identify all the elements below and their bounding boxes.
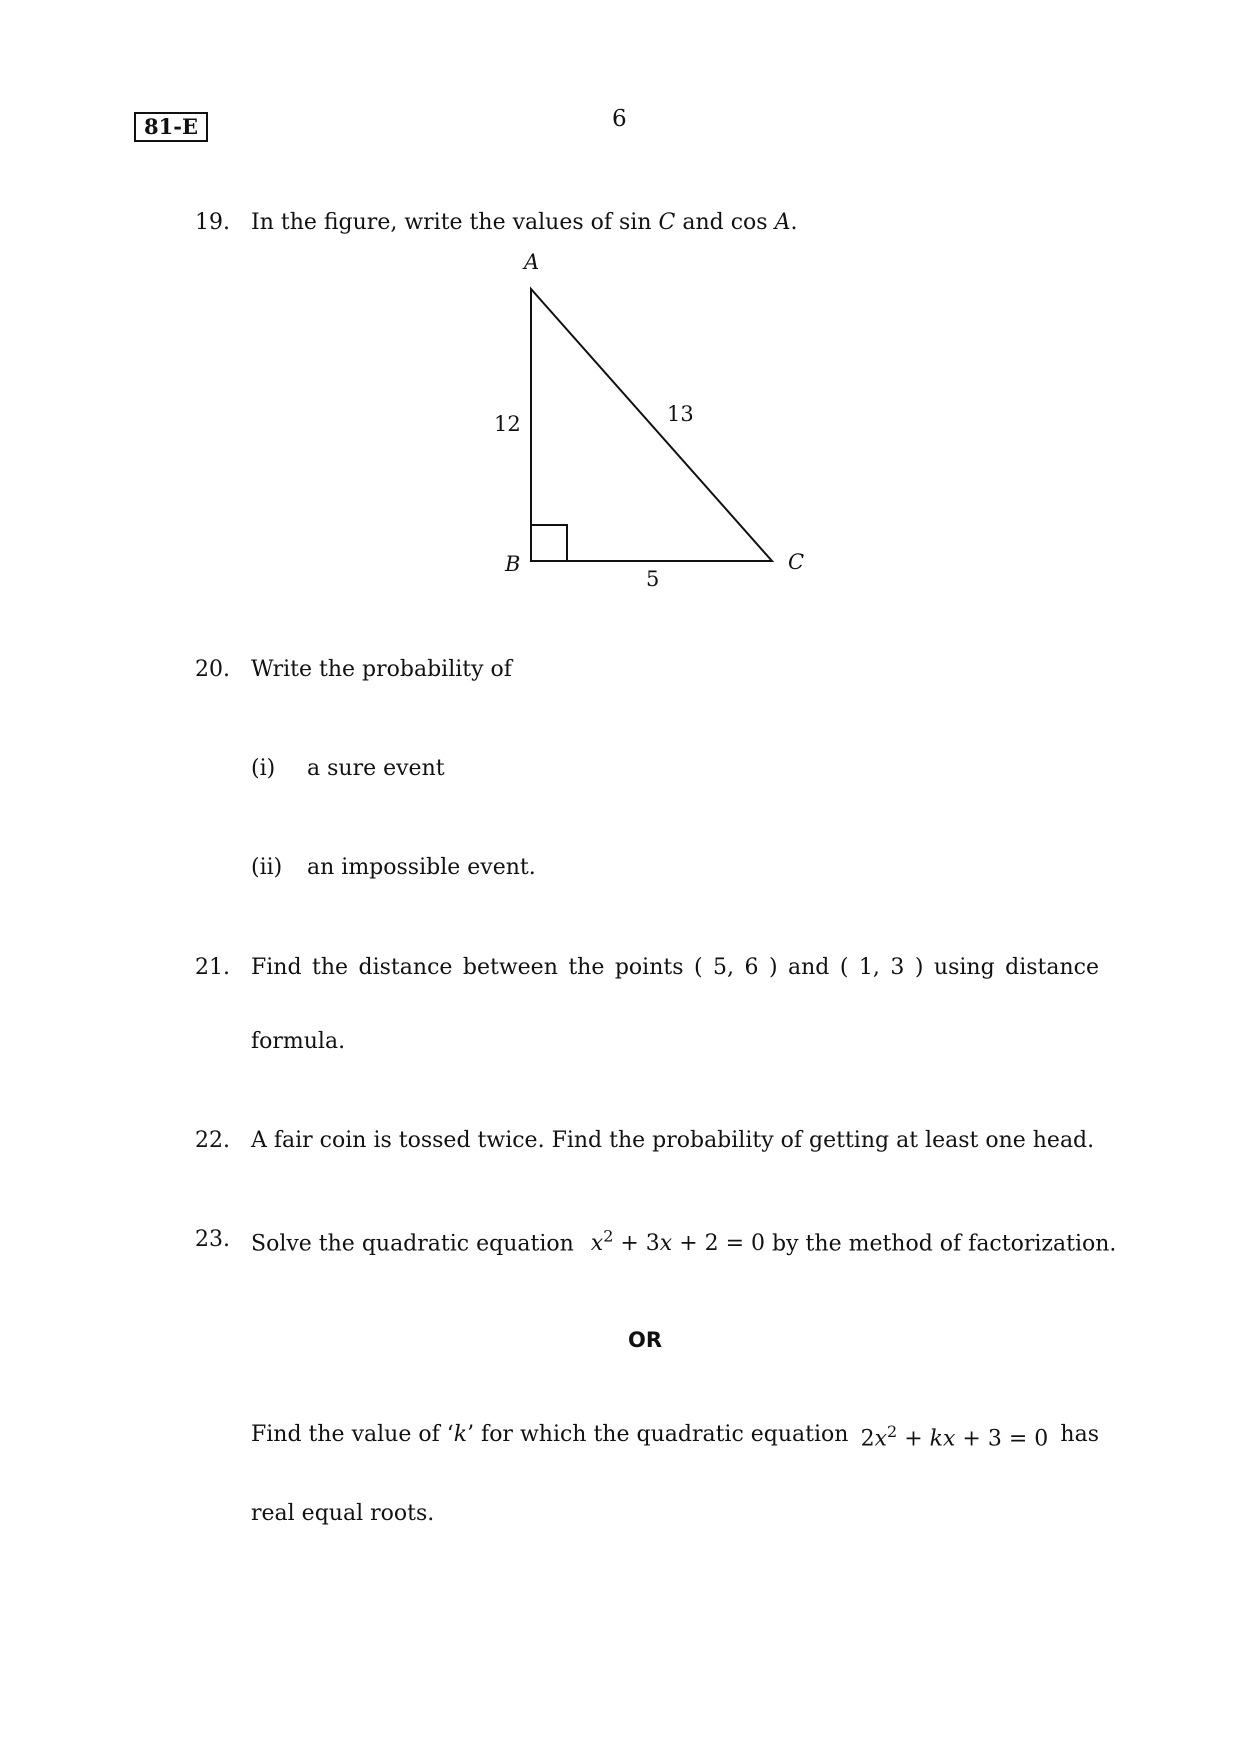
page-number: 6 bbox=[612, 106, 627, 132]
paper-code-box: 81-E bbox=[134, 112, 208, 142]
q22-text: A fair coin is tossed twice. Find the probability of getting at least one head. bbox=[251, 1128, 1095, 1153]
q20-part-i-label: (i) bbox=[251, 756, 276, 781]
q23-text: Solve the quadratic equation $x^2 + 3x + 2 = 0$ by the method of factorization. bbox=[251, 1227, 1117, 1257]
q21-text-line2: formula. bbox=[251, 1029, 346, 1054]
q20-number: 20. bbox=[195, 657, 230, 682]
q19-text: In the figure, write the values of sin C and cos A. bbox=[251, 210, 798, 235]
q20-part-ii-label: (ii) bbox=[251, 855, 283, 880]
vertex-c-label: C bbox=[788, 550, 805, 574]
vertex-a-label: A bbox=[524, 250, 540, 274]
q23-alt-equation: $2x^2$ + kx + 3 = 0 bbox=[860, 1422, 1049, 1452]
q20-part-i-text: a sure event bbox=[307, 756, 445, 781]
q23-alt-line1: Find the value of ‘k’ for which the quadratic equation $2x^2$ + kx + 3 = 0 has bbox=[251, 1422, 1099, 1452]
triangle-abc bbox=[531, 289, 772, 561]
right-angle-marker bbox=[531, 525, 567, 561]
vertex-b-label: B bbox=[505, 552, 521, 576]
q21-text-line1: Find the distance between the points ( 5, 6 ) and ( 1, 3 ) using distance bbox=[251, 955, 1099, 980]
q23-equation: $x^2 + 3x + 2 = 0$ bbox=[590, 1227, 766, 1257]
or-separator: OR bbox=[628, 1328, 663, 1352]
q19-number: 19. bbox=[195, 210, 230, 235]
side-ab-label: 12 bbox=[494, 412, 521, 436]
side-bc-label: 5 bbox=[646, 567, 660, 591]
q23-alt-line2: real equal roots. bbox=[251, 1501, 435, 1526]
q22-number: 22. bbox=[195, 1128, 230, 1153]
q23-number: 23. bbox=[195, 1227, 230, 1252]
q21-number: 21. bbox=[195, 955, 230, 980]
q20-part-ii-text: an impossible event. bbox=[307, 855, 536, 880]
q20-text: Write the probability of bbox=[251, 657, 512, 682]
side-ac-label: 13 bbox=[667, 402, 694, 426]
